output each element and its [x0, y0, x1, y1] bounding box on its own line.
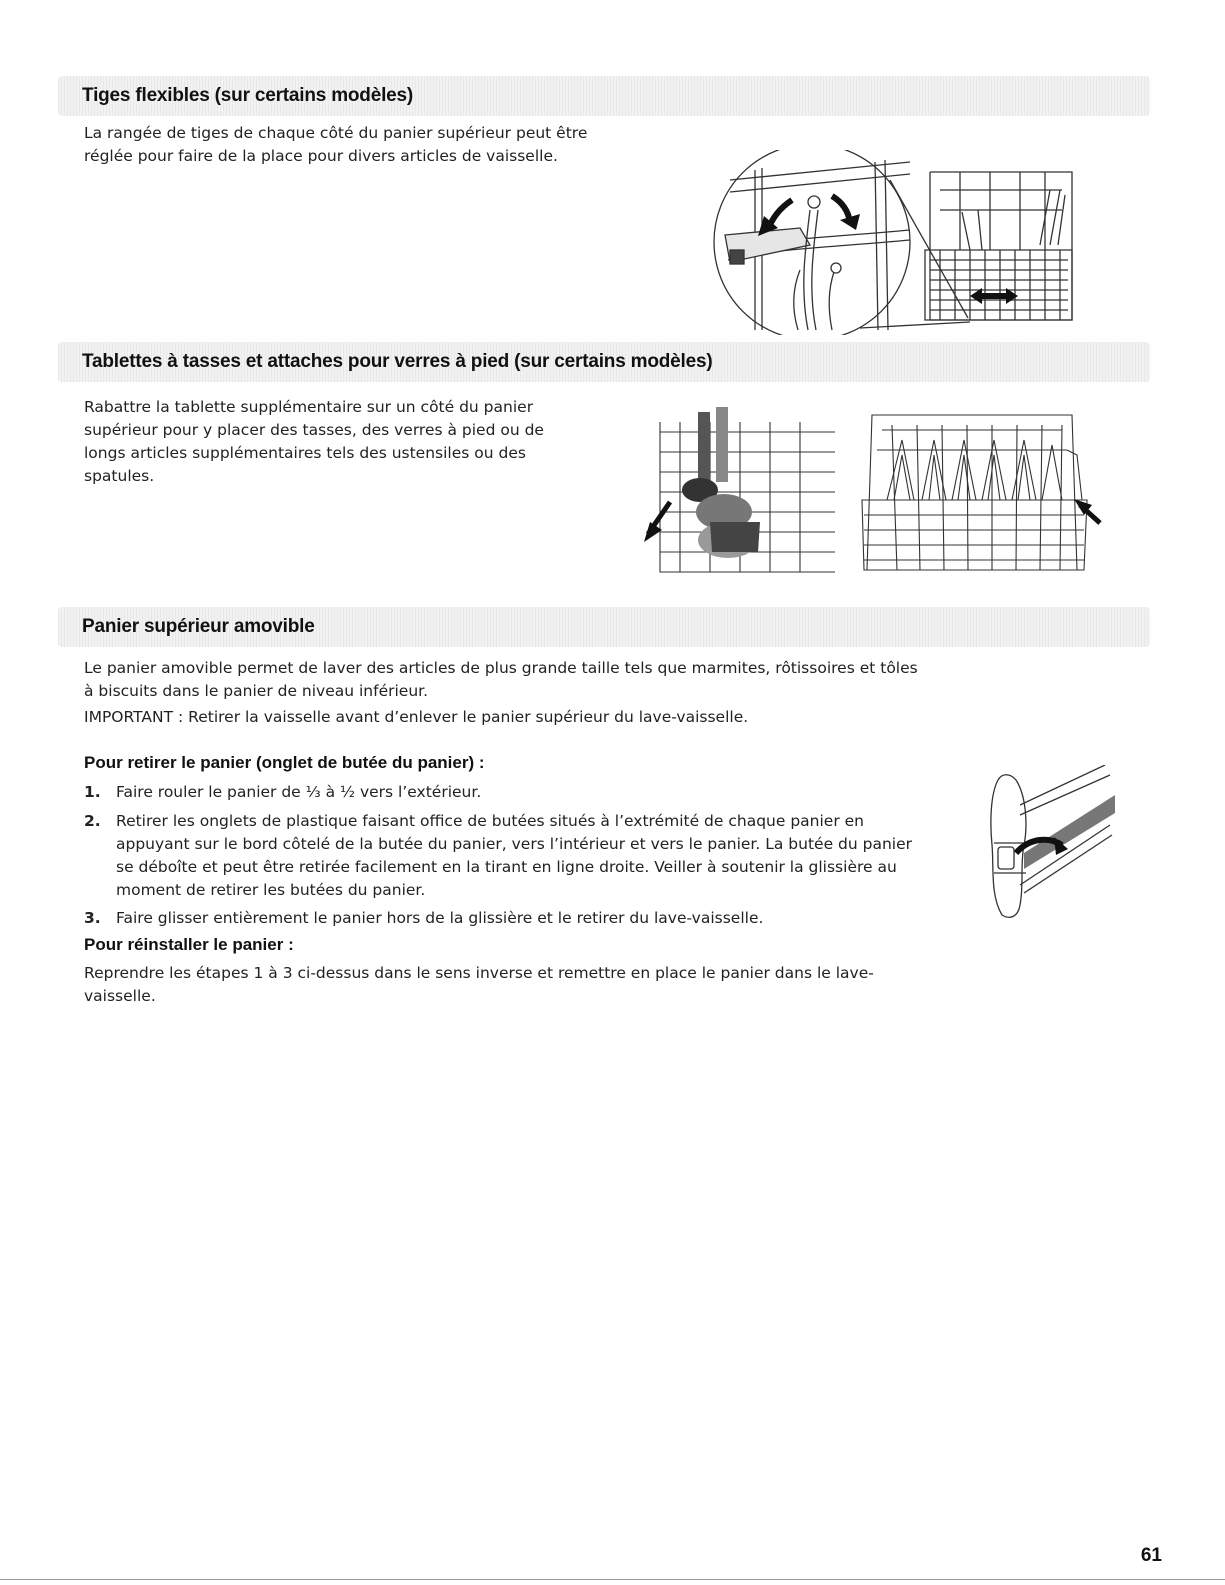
section-title: Tablettes à tasses et attaches pour verres à pied (sur certains modèles): [82, 351, 713, 372]
step-item: [84, 907, 914, 930]
step-text: Retirer les onglets de plastique faisant office de butées situés à l’extrémité de chaque panier en appuyant sur le bord côtelé de la butée du panier, vers l’intérieur et vers le panier. La butée du panier se déboîte et peut être retirée facilement en la tirant en ligne droite. Veiller à soutenir la glissière au moment de retirer les butées du panier.: [116, 812, 913, 899]
section-title: Panier supérieur amovible: [82, 616, 315, 637]
section-paragraph: Rabattre la tablette supplémentaire sur un côté du panier supérieur pour y placer des tasses, des verres à pied ou de longs articles supplémentaires tels des ustensiles ou des spatules.: [84, 398, 544, 485]
section-header-removable-rack: [58, 607, 1150, 647]
reinstall-rack-text: Reprendre les étapes 1 à 3 ci-dessus dans le sens inverse et remettre en place le panier dans le lave-vaisselle.: [84, 964, 874, 1005]
reinstall-rack-heading: Pour réinstaller le panier :: [84, 935, 294, 954]
cup-shelf-basket-illustration: [852, 405, 1117, 575]
step-number: 2.: [84, 812, 101, 830]
step-text: Faire rouler le panier de ⅓ à ½ vers l’extérieur.: [116, 783, 482, 801]
bottom-rule: [0, 1579, 1225, 1580]
section-header-flexible-tines: [58, 76, 1150, 116]
step-item: [84, 810, 914, 902]
step-number: 3.: [84, 909, 101, 927]
section-paragraph: Le panier amovible permet de laver des articles de plus grande taille tels que marmites, rôtissoires et tôles à biscuits dans le panier de niveau inférieur.: [84, 659, 918, 700]
section-paragraph: La rangée de tiges de chaque côté du panier supérieur peut être réglée pour faire de la place pour divers articles de vaisselle.: [84, 124, 588, 165]
important-note: IMPORTANT : Retirer la vaisselle avant d’enlever le panier supérieur du lave-vaisselle.: [84, 708, 749, 726]
page-number: 61: [1140, 1545, 1162, 1566]
step-item: [84, 781, 914, 804]
flexible-tines-illustration: [700, 150, 1085, 335]
section-header-cup-shelves: [58, 342, 1150, 382]
step-number: 1.: [84, 783, 101, 801]
step-text: Faire glisser entièrement le panier hors de la glissière et le retirer du lave-vaisselle.: [116, 909, 764, 927]
remove-rack-heading: Pour retirer le panier (onglet de butée du panier) :: [84, 753, 485, 772]
cup-shelf-side-illustration: [640, 402, 840, 580]
section-title: Tiges flexibles (sur certains modèles): [82, 85, 414, 106]
rack-stop-illustration: [980, 765, 1120, 920]
